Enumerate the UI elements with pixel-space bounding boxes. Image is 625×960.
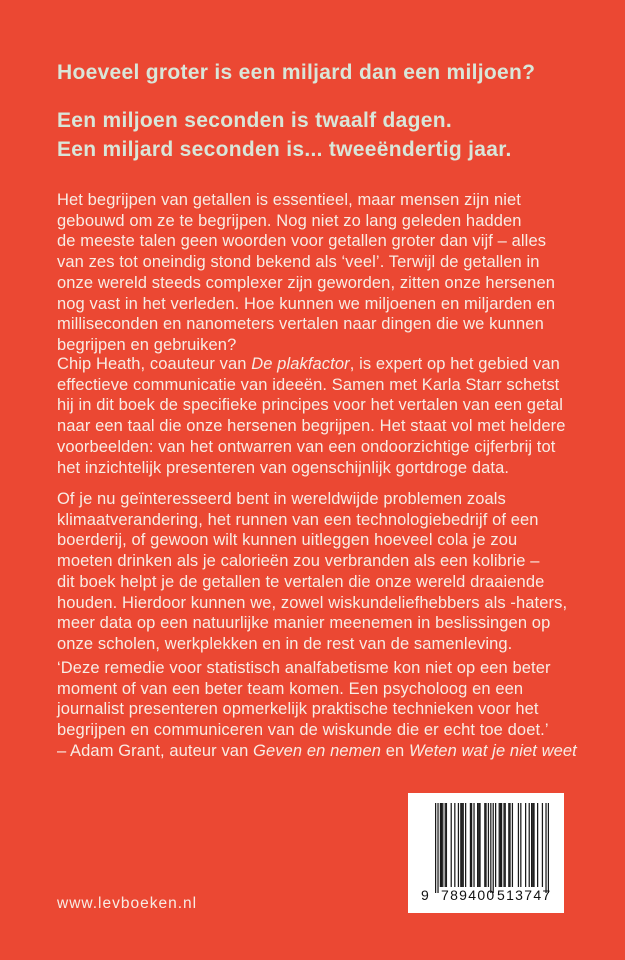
- ean-barcode-bars-icon: [435, 803, 549, 893]
- barcode-digits-group-1: 789400: [441, 887, 496, 903]
- subheadline: Een miljoen seconden is twaalf dagen. Een miljard seconden is... tweeëndertig jaar.: [57, 109, 512, 161]
- paragraph-3: Of je nu geïnteresseerd bent in wereldwijde problemen zoals klimaatverandering, het runnen van een technologiebedrijf of een boerderij, of gewoon wilt kunnen uitleggen hoeveel cola je zou moeten drinken als je calorieën zou verbranden als een kolibrie – dit boek helpt je de getallen te vertalen die onze wereld draaiende houden. Hierdoor kunnen we, zowel wiskundeliefhebbers als -haters, meer data op een natuurlijke manier meenemen in beslissingen op onze scholen, werkplekken en in de rest van de samenleving.: [57, 490, 568, 653]
- barcode-digit-left: 9: [421, 887, 429, 903]
- paragraph-1: Het begrijpen van getallen is essentieel, maar mensen zijn niet gebouwd om ze te begrijpen. Nog niet zo lang geleden hadden de meeste talen geen woorden voor getallen groter dan vijf – alles van zes tot oneindig stond bekend als ‘veel’. Terwijl de getallen in onze wereld steeds complexer zijn geworden, zitten onze hersenen nog vast in het verleden. Hoe kunnen we miljoenen en miljarden en milliseconden en nanometers vertalen naar dingen die we kunnen begrijpen en gebruiken?: [57, 191, 556, 354]
- website-url: www.levboeken.nl: [57, 895, 198, 912]
- barcode-digits-group-2: 513747: [497, 887, 552, 903]
- paragraph-2: Chip Heath, coauteur van De plakfactor, is expert op het gebied van effectieve communicatie van ideeën. Samen met Karla Starr schetst hij in dit boek de specifieke principes voor het vertalen van een getal naar een taal die onze hersenen begrijpen. Het staat vol met heldere voorbeelden: van het ontwarren van een ondoorzichtige cijferbrij tot het inzichtelijk presenteren van ogenschijnlijk gortdroge data.: [57, 355, 566, 477]
- endorsement-quote: ‘Deze remedie voor statistisch analfabetisme kon niet op een beter moment of van een beter team komen. Een psycholoog en een journalist presenteren opmerkelijk praktische technieken voor het begrijpen en communiceren van de wiskunde die er echt toe doet.’ – Adam Grant, auteur van Geven en nemen en Weten wat je niet weet: [57, 659, 577, 760]
- barcode: [408, 793, 564, 913]
- headline: Hoeveel groter is een miljard dan een miljoen?: [57, 61, 536, 84]
